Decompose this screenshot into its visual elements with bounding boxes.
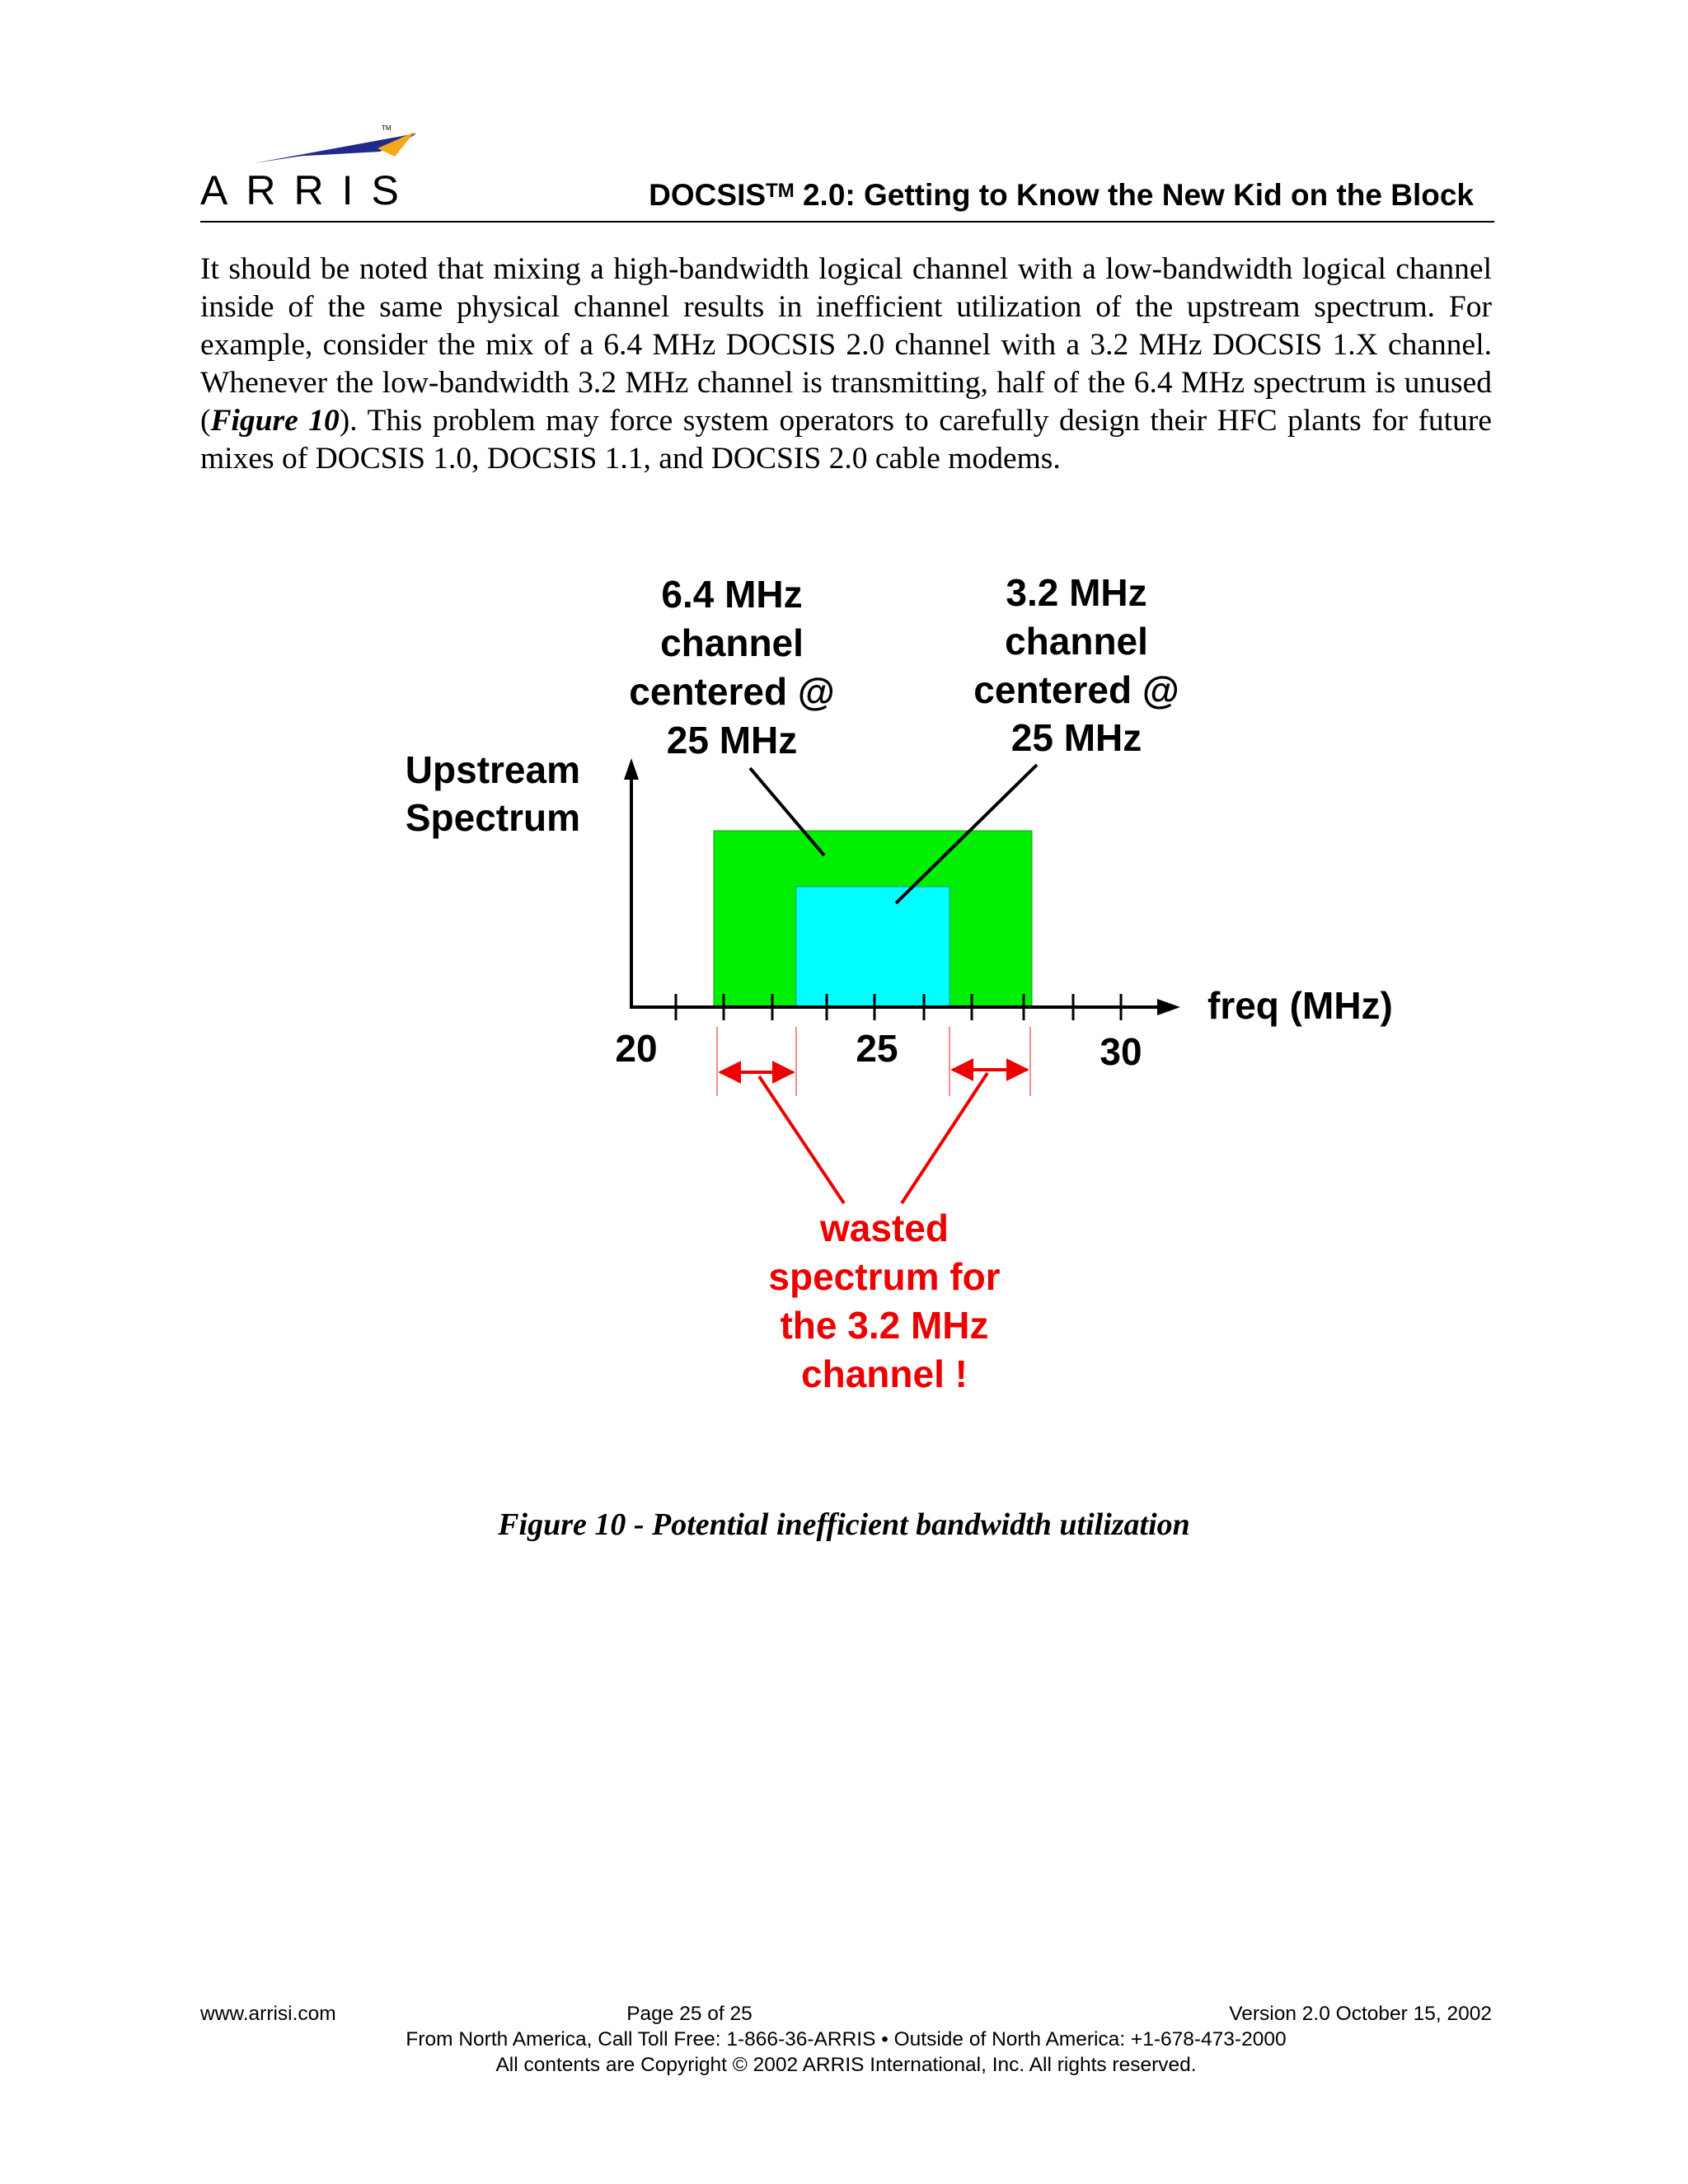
wasted-spectrum-markers [717,1027,1030,1203]
title-rest: 2.0: Getting to Know the New Kid on the Block [794,178,1474,212]
body-paragraph [200,251,1492,478]
page-footer [200,2001,1492,2078]
wasted-label-line1: wasted [820,1207,949,1249]
x-axis-arrowhead [1157,999,1180,1015]
wide-channel-block [714,831,1032,1007]
wasted-label-line4: channel ! [801,1352,968,1395]
x-axis-ticks [676,994,1121,1020]
footer-top-row [200,2001,1492,2027]
footer-website-link[interactable]: www.arrisi.com [200,2003,336,2025]
footer-contact: From North America, Call Toll Free: 1-866-36-ARRIS • Outside of North America: +1-678-473-2000 [406,2028,1287,2050]
document-title [649,178,1474,213]
wasted-label-line3: the 3.2 MHz [780,1304,989,1347]
title-tm: TM [766,180,795,202]
narrow-channel-block [796,887,950,1007]
arris-swoosh-icon [200,124,431,173]
logo-tm: TM [382,124,392,132]
label-64-line1: 6.4 MHz [661,573,803,616]
tick-label-25: 25 [856,1027,898,1070]
label-32-line3: centered @ [973,668,1179,711]
y-axis-arrowhead [624,758,639,780]
footer-page-number: Page 25 of 25 [626,2003,753,2025]
arris-logo [200,124,423,214]
label-64-line4: 25 MHz [666,719,798,762]
title-prefix: DOCSIS [649,178,767,212]
wasted-pointer-left [759,1076,844,1203]
logo-wordmark: ARRIS [200,167,417,213]
y-axis-label-line2: Spectrum [405,796,580,839]
wasted-pointer-right [902,1073,987,1203]
label-32-line4: 25 MHz [1010,716,1142,759]
tick-label-20: 20 [615,1027,658,1070]
label-64-line2: channel [660,621,804,664]
wasted-label-line2: spectrum for [768,1255,1001,1298]
label-32-line1: 3.2 MHz [1006,571,1147,614]
paragraph-part2: ). This problem may force system operators to carefully design their HFC plants for future mixes of DOCSIS 1.0, DOCSIS 1.1, and DOCSIS 2.0 cable modems. [200,404,1492,476]
pointer-line-32 [896,765,1037,903]
figure-reference-link[interactable]: Figure 10 [210,404,340,438]
page-header [200,124,1494,223]
paragraph-part1: It should be noted that mixing a high-bandwidth logical channel with a low-bandwidth logical channel inside of the same physical channel results in inefficient utilization of the upstream spectrum. For example, consider the mix of a 6.4 MHz DOCSIS 2.0 channel with a 3.2 MHz DOCSIS 1.X channel. Whenever the low-bandwidth 3.2 MHz channel is transmitting, half of the 6.4 MHz spectrum is unused ( [200,252,1492,438]
footer-copyright: All contents are Copyright © 2002 ARRIS International, Inc. All rights reserved. [495,2054,1197,2076]
x-axis-label: freq (MHz) [1207,984,1393,1027]
figure-caption: Figure 10 - Potential inefficient bandwidth utilization [498,1507,1190,1542]
pointer-line-64 [750,768,824,855]
y-axis-label-line1: Upstream [405,748,580,791]
label-32-line2: channel [1005,620,1148,663]
tick-label-30: 30 [1100,1030,1142,1073]
footer-version: Version 2.0 October 15, 2002 [1229,2003,1492,2025]
label-64-line3: centered @ [629,670,835,713]
